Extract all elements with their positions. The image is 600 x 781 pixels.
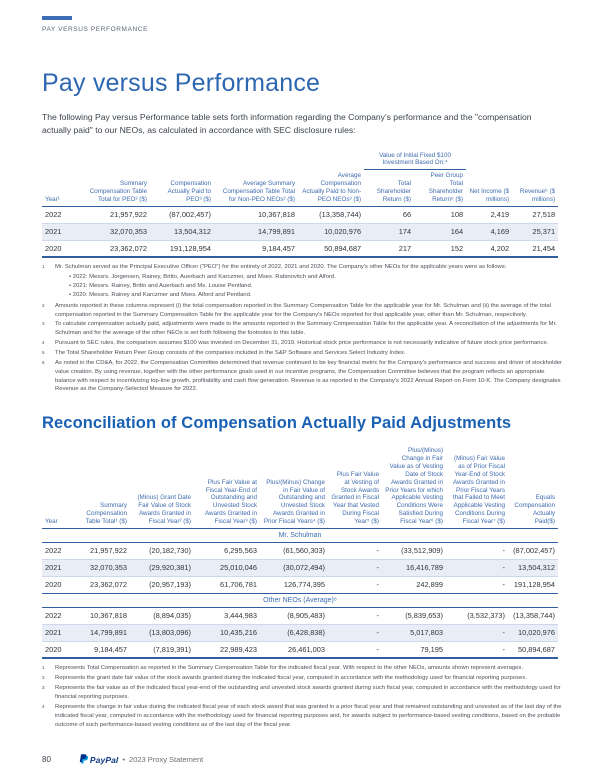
- value-cell: (87,002,457): [169, 210, 211, 220]
- value-cell: 5,017,803: [382, 624, 446, 641]
- value-cell: (29,920,381): [130, 559, 194, 576]
- value-cell: 4,202: [466, 240, 512, 257]
- value-cell: (33,512,909): [401, 546, 443, 556]
- spanner-spacer: [42, 150, 364, 170]
- pvp-footnotes: [42, 263, 562, 394]
- spanner-spacer: [466, 150, 558, 170]
- footnote-1: [42, 263, 562, 300]
- footnote-text: Represents the change in fair value during the indicated fiscal year of each stock award that was granted in a prior fiscal year and that remained outstanding and unvested as of the last day of the indicated fiscal year, computed in accordance with the methodology used for financial reporting purposes and, for awards subject to performance-based vesting conditions, based on the probable outcome of such performance-based vesting conditions as of the last day of the fiscal year.: [55, 703, 562, 728]
- value-cell: 32,070,353: [76, 223, 150, 240]
- footnote-4: [42, 339, 562, 348]
- footnote-3: [42, 684, 562, 702]
- year-cell: 2020: [42, 240, 76, 257]
- value-cell: 14,799,891: [72, 624, 130, 641]
- footnote-5: [42, 349, 562, 358]
- value-cell: (5,839,653): [405, 611, 443, 621]
- value-cell: 14,799,891: [214, 223, 298, 240]
- footer-separator: •: [122, 755, 126, 764]
- footnote-text: Pursuant to SEC rules, the comparison assumes $100 was invested on December 31, 2019. Historical stock price performance is not necessarily indicative of future stock price performance.: [55, 340, 549, 347]
- table-row-2021: [42, 223, 558, 240]
- value-cell: -: [502, 546, 505, 556]
- value-cell: 217: [364, 240, 414, 257]
- value-cell: 32,070,353: [72, 559, 130, 576]
- year-cell: 2020: [42, 641, 72, 658]
- col-header-tsr: Total Shareholder Return ($): [364, 170, 414, 206]
- eyebrow-accent-bar: [42, 16, 72, 20]
- value-cell: 152: [414, 240, 466, 257]
- intro-paragraph: The following Pay versus Performance table sets forth information regarding the Company's performance and the "compensation actually paid" to our NEOs, as calculated in accordance with SEC disclosure rules:: [42, 112, 532, 136]
- year-cell: 2022: [45, 546, 62, 556]
- value-cell: 191,128,954: [150, 240, 214, 257]
- spanner-row: [42, 150, 558, 170]
- value-cell: 10,020,976: [298, 223, 364, 240]
- footnote-marker: 2: [42, 302, 45, 308]
- col-header-year: Year: [42, 445, 72, 528]
- value-cell: (61,560,303): [283, 546, 325, 556]
- value-cell: 21,957,922: [110, 210, 147, 220]
- value-cell: (3,532,373): [467, 611, 505, 621]
- footnote-marker: 2: [42, 675, 45, 681]
- value-cell: 61,706,781: [194, 576, 260, 593]
- value-cell: (13,803,096): [130, 624, 194, 641]
- col-header-peer-tsr: Peer Group Total Shareholder Return⁵ ($): [414, 170, 466, 206]
- table-row-2022: [42, 206, 558, 223]
- value-cell: 50,894,687: [298, 240, 364, 257]
- value-cell: 79,195: [382, 641, 446, 658]
- value-cell: 13,504,312: [150, 223, 214, 240]
- table-row-schulman-2021: [42, 559, 558, 576]
- col-header-avg-sct-neo: Average Summary Compensation Table Total for Non-PEO NEOs² ($): [214, 170, 298, 206]
- page-footer: [42, 754, 558, 765]
- column-header-row: [42, 445, 558, 528]
- col-header-minus-grant-date-fv: (Minus) Grant Date Fair Value of Stock Awards Granted in Fiscal Year² ($): [130, 445, 194, 528]
- value-cell: 9,184,457: [72, 641, 130, 658]
- value-cell: 22,989,423: [194, 641, 260, 658]
- footer-statement: 2023 Proxy Statement: [129, 755, 204, 764]
- value-cell: (8,905,483): [287, 611, 325, 621]
- value-cell: -: [328, 624, 382, 641]
- value-cell: (30,072,494): [260, 559, 328, 576]
- value-cell: 4,169: [466, 223, 512, 240]
- col-header-net-income: Net Income ($ millions): [466, 170, 512, 206]
- value-cell: 191,128,954: [508, 576, 558, 593]
- paypal-logo: [79, 754, 118, 765]
- col-header-plus-fy-end-fv: Plus Fair Value at Fiscal Year-End of Outstanding and Unvested Stock Awards Granted in Fiscal Year³ ($): [194, 445, 260, 528]
- value-cell: (8,894,035): [153, 611, 191, 621]
- value-cell: (13,358,744): [319, 210, 362, 220]
- value-cell: 10,367,818: [258, 210, 295, 220]
- value-cell: -: [328, 641, 382, 658]
- group-header-schulman: [42, 528, 558, 542]
- footnote-text: Amounts reported in these columns represent (i) the total compensation reported in the Summary Compensation Table for the applicable year for Mr. Schulman and (ii) the average of the total compensation reported in the Summary Compensation Table for the applicable year for the Company's NEOs reported for that applicable year, other than Mr. Schulman, respectively.: [55, 302, 551, 318]
- value-cell: 10,435,216: [194, 624, 260, 641]
- footnote-text: Represents the grant date fair value of the stock awards granted during the indicated fiscal year, computed in accordance with the methodology used for financial reporting purposes.: [55, 675, 527, 682]
- value-cell: 23,362,072: [72, 576, 130, 593]
- footnote-text: As noted in the CD&A, for 2022, the Compensation Committee determined that revenue continued to be key financial metric for the Company's performance and success and driver of stockholder value creation. By using revenue, together with the other performance goals used in our incentive programs, the Compensation Committee believes that the program reflects an appropriate balance with respect to incentivizing top-line growth, profitability and cash flow generation. Revenue is as reported in the Company's 2022 Annual Report on Form 10-K. The Company designates Revenue as the Company-Selected Measure for 2022.: [55, 359, 563, 393]
- value-cell: -: [446, 624, 508, 641]
- footnote-marker: 4: [42, 703, 45, 709]
- footnote-1: [42, 664, 562, 673]
- footnote-marker: 4: [42, 340, 45, 346]
- eyebrow-label: PAY VERSUS PERFORMANCE: [42, 26, 149, 33]
- value-cell: (7,819,391): [130, 641, 194, 658]
- footnote-text: The Total Shareholder Return Peer Group consists of the companies included in the S&P Software and Services Select Industry Index.: [55, 350, 406, 357]
- value-cell: 21,454: [512, 240, 558, 257]
- value-cell: (6,428,838): [260, 624, 328, 641]
- col-header-equals-cap: Equals Compensation Actually Paid($): [508, 445, 558, 528]
- value-cell: 13,504,312: [508, 559, 558, 576]
- table-row-2020: [42, 240, 558, 257]
- year-cell: 2021: [42, 223, 76, 240]
- value-cell: 10,367,818: [90, 611, 127, 621]
- paypal-monogram-icon: [79, 754, 88, 765]
- footnote-marker: 1: [42, 264, 45, 270]
- value-cell: 2,419: [490, 210, 510, 220]
- value-cell: -: [328, 576, 382, 593]
- value-cell: (87,002,457): [513, 546, 555, 556]
- value-cell: (13,358,744): [513, 611, 555, 621]
- footnote-text: To calculate compensation actually paid, adjustments were made to the amounts reported in the Summary Compensation Table for the applicable year. A reconciliation of the adjustments for Mr. Schulman and for the average of the other NEOs is set forth following the footnotes to this table.: [55, 321, 557, 337]
- value-cell: 242,899: [382, 576, 446, 593]
- table-row-neos-2022: [42, 607, 558, 624]
- value-cell: 3,444,983: [224, 611, 257, 621]
- footnote-marker: 6: [42, 359, 45, 365]
- value-cell: 10,020,976: [508, 624, 558, 641]
- recon-footnotes: [42, 664, 562, 729]
- group-label: Other NEOs (Average)⁸: [42, 593, 558, 607]
- footnote-3: [42, 320, 562, 338]
- col-header-change-fv-vesting-date: Plus/(Minus) Change in Fair Value as of Vesting Date of Stock Awards Granted in Prior Years for which Applicable Vesting Conditions Were Satisfied During Fiscal Year⁶ ($): [382, 445, 446, 528]
- reconciliation-table: [42, 445, 558, 659]
- value-cell: -: [446, 576, 508, 593]
- value-cell: 108: [450, 210, 464, 220]
- col-header-sct-total-peo: Summary Compensation Table Total for PEO² ($): [76, 170, 150, 206]
- investment-spanner-header: Value of Initial Fixed $100 Investment Based On:⁴: [364, 150, 466, 170]
- year-cell: 2022: [45, 210, 62, 220]
- value-cell: 66: [402, 210, 412, 220]
- value-cell: 23,362,072: [76, 240, 150, 257]
- col-header-cap-peo: Compensation Actually Paid to PEO³ ($): [150, 170, 214, 206]
- value-cell: 50,894,687: [508, 641, 558, 658]
- table-row-neos-2020: [42, 641, 558, 658]
- table-row-neos-2021: [42, 624, 558, 641]
- value-cell: -: [376, 611, 379, 621]
- value-cell: 21,957,922: [90, 546, 127, 556]
- footnote-text: Mr. Schulman served as the Principal Executive Officer ("PEO") for the entirety of 2022, 2021 and 2020. The Company's other NEOs for the applicable years were as follows:: [55, 264, 507, 271]
- footnote-marker: 5: [42, 350, 45, 356]
- group-label: Mr. Schulman: [42, 528, 558, 542]
- footnote-marker: 1: [42, 665, 45, 671]
- col-header-minus-failed-vesting: (Minus) Fair Value as of Prior Fiscal Year-End of Stock Awards Granted in Prior Fiscal Years that Failed to Meet Applicable Vesting Conditions During Fiscal Year⁷ ($): [446, 445, 508, 528]
- value-cell: 25,371: [512, 223, 558, 240]
- footnote-marker: 3: [42, 321, 45, 327]
- table-row-schulman-2022: [42, 542, 558, 559]
- year-cell: 2020: [42, 576, 72, 593]
- value-cell: 164: [414, 223, 466, 240]
- group-header-other-neos: [42, 593, 558, 607]
- col-header-avg-cap-neo: Average Compensation Actually Paid to Non-PEO NEOs³ ($): [298, 170, 364, 206]
- col-header-sct-total: Summary Compensation Table Total¹ ($): [72, 445, 130, 528]
- section-eyebrow: [42, 16, 558, 33]
- col-header-revenue: Revenue⁶ ($ millions): [512, 170, 558, 206]
- footnote-bullet: • 2021: Messrs. Rainey, Britto and Auerbach and Ms. Louise Pentland.: [69, 282, 562, 291]
- footnote-marker: 3: [42, 685, 45, 691]
- footnote-4: [42, 703, 562, 730]
- value-cell: (20,957,193): [130, 576, 194, 593]
- value-cell: 126,774,395: [260, 576, 328, 593]
- value-cell: 6,295,563: [224, 546, 257, 556]
- value-cell: -: [446, 559, 508, 576]
- col-header-change-fv-outstanding: Plus/(Minus) Change in Fair Value of Outstanding and Unvested Stock Awards Granted in Prior Fiscal Years⁴ ($): [260, 445, 328, 528]
- footnote-text: Represents the fair value as of the indicated fiscal year-end of the outstanding and unvested stock awards granted during such fiscal year, computed in accordance with the methodology used for financial reporting purposes.: [55, 685, 561, 700]
- value-cell: 174: [364, 223, 414, 240]
- reconciliation-heading: Reconciliation of Compensation Actually Paid Adjustments: [42, 414, 512, 433]
- page-number: 80: [42, 755, 51, 764]
- value-cell: 26,461,003: [260, 641, 328, 658]
- value-cell: -: [446, 641, 508, 658]
- column-header-row: [42, 170, 558, 206]
- year-cell: 2022: [45, 611, 62, 621]
- year-cell: 2021: [42, 624, 72, 641]
- value-cell: -: [328, 559, 382, 576]
- paypal-wordmark: PayPal: [89, 754, 119, 765]
- col-header-plus-fv-vesting: Plus Fair Value at Vesting of Stock Awards Granted in Fiscal Year that Vested During Fiscal Year⁵ ($): [328, 445, 382, 528]
- value-cell: 16,416,789: [382, 559, 446, 576]
- footnote-bullet: • 2022: Messrs. Jorgensen, Rainey, Britto, Auerbach and Karczmer, and Mses. Rabinovitch and Alford.: [69, 273, 562, 282]
- value-cell: 9,184,457: [214, 240, 298, 257]
- table-row-schulman-2020: [42, 576, 558, 593]
- pay-versus-performance-table: [42, 150, 558, 259]
- footnote-bullet-list: [69, 273, 562, 300]
- footnote-bullet: • 2020: Messrs. Rainey and Karczmer and Mses. Alford and Pentland.: [69, 291, 562, 300]
- year-cell: 2021: [42, 559, 72, 576]
- value-cell: 27,518: [532, 210, 556, 220]
- footnote-2: [42, 302, 562, 320]
- value-cell: (20,182,730): [149, 546, 191, 556]
- footnote-text: Represents Total Compensation as reported in the Summary Compensation Table for the indicated fiscal year. With respect to the other NEOs, amounts shown represent averages.: [55, 665, 524, 672]
- value-cell: -: [376, 546, 379, 556]
- page-title: Pay versus Performance: [42, 69, 321, 97]
- footnote-6: [42, 359, 562, 394]
- col-header-year: Year¹: [42, 170, 76, 206]
- footnote-2: [42, 674, 562, 683]
- value-cell: 25,010,046: [194, 559, 260, 576]
